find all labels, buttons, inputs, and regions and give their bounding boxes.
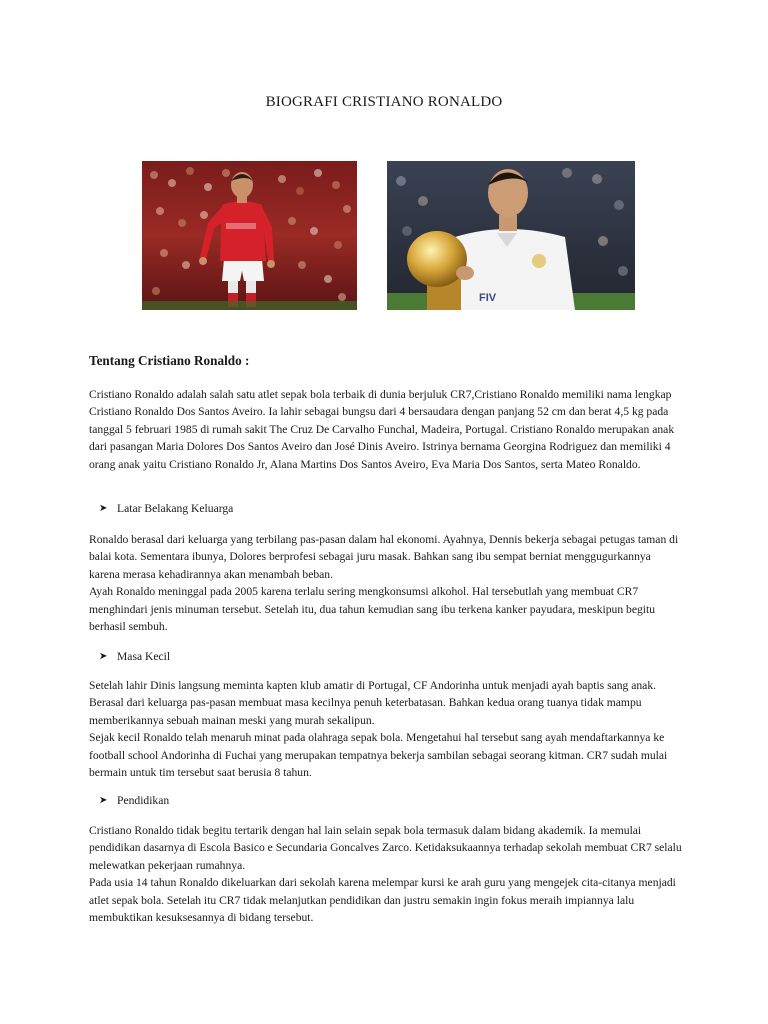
arrow-bullet-icon: ➤ bbox=[99, 795, 108, 806]
section-paragraphs bbox=[89, 677, 684, 781]
bullet-label: Latar Belakang Keluarga bbox=[117, 502, 234, 515]
section-paragraphs bbox=[89, 822, 684, 926]
paragraph: Pada usia 14 tahun Ronaldo dikeluarkan dari sekolah karena melempar kursi ke arah guru yang mengejek cita-citanya menjadi atlet sepak bola. Setelah itu CR7 tidak melanjutkan pendidikan dan justru semakin ingin fokus meraih impiannya lalu membuktikan kesuksesannya di bidang tersebut. bbox=[89, 876, 676, 925]
photo-ronaldo-red-kit bbox=[142, 161, 357, 310]
bullet-latar-belakang bbox=[99, 500, 233, 517]
paragraph: Ronaldo berasal dari keluarga yang terbilang pas-pasan dalam hal ekonomi. Ayahnya, Dennis bekerja sebagai petugas taman di balai kota. Sementara ibunya, Dolores berprofesi sebagai juru masak. Bahkan sang ibu sempat berniat menggugurkannya karena merasa kehadirannya akan menambah beban. bbox=[89, 533, 679, 581]
bullet-label: Masa Kecil bbox=[117, 650, 171, 663]
arrow-bullet-icon: ➤ bbox=[99, 503, 108, 514]
paragraph: Setelah lahir Dinis langsung meminta kapten klub amatir di Portugal, CF Andorinha untuk menjadi ayah baptis sang anak. Berasal dari keluarga pas-pasan membuat masa kecilnya penuh keterbatasan. Bahkan kedua orang tuanya tidak mampu memberikannya sebuah mainan meski yang murah sekalipun. bbox=[89, 679, 657, 727]
bullet-pendidikan bbox=[99, 792, 169, 809]
photo-ronaldo-white-kit-trophy bbox=[387, 161, 635, 310]
intro-paragraph bbox=[89, 386, 684, 473]
bullet-masa-kecil bbox=[99, 648, 170, 665]
paragraph: Ayah Ronaldo meninggal pada 2005 karena terlalu sering mengkonsumsi alkohol. Hal tersebutlah yang membuat CR7 menghindari jenis minuman tersebut. Setelah itu, dua tahun kemudian sang ibu terkena kanker payudara, meskipun begitu berhasil sembuh. bbox=[89, 585, 656, 634]
paragraph: Cristiano Ronaldo tidak begitu tertarik dengan hal lain selain sepak bola termasuk dalam bidang akademik. Ia memulai pendidikan dasarnya di Escola Basico e Secundaria Goncalves Zarco. Ketidaksukaannya terhadap sekolah membuat CR7 selalu melewatkan pekerjaan rumahnya. bbox=[89, 824, 682, 872]
intro-text: Cristiano Ronaldo adalah salah satu atlet sepak bola terbaik di dunia berjuluk CR7,Cristiano Ronaldo memiliki nama lengkap Cristiano Ronaldo Dos Santos Aveiro. Ia lahir sebagai bungsu dari 4 bersaudara dengan panjang 52 cm dan berat 4,5 kg pada tanggal 5 februari 1985 di rumah sakit The Cruz De Carvalho Funchal, Madeira, Portugal. Cristiano Ronaldo merupakan anak dari pasangan Maria Dolores Dos Santos Aveiro dan José Dinis Aveiro. Istrinya bernama Georgina Rodriguez dan memiliki 4 orang anak yaitu Cristiano Ronaldo Jr, Alana Martins Dos Santos Aveiro, Eva Maria Dos Santos, serta Mateo Ronaldo. bbox=[89, 388, 675, 471]
arrow-bullet-icon: ➤ bbox=[99, 651, 108, 662]
section-heading: Tentang Cristiano Ronaldo : bbox=[89, 353, 250, 368]
document-title: BIOGRAFI CRISTIANO RONALDO bbox=[265, 94, 503, 110]
bullet-label: Pendidikan bbox=[117, 794, 170, 807]
svg-text:FIV: FIV bbox=[479, 292, 497, 304]
section-paragraphs bbox=[89, 531, 684, 635]
paragraph: Sejak kecil Ronaldo telah menaruh minat pada olahraga sepak bola. Mengetahui hal tersebut sang ayah mendaftarkannya ke football school Andorinha di Fuchai yang merupakan tempatnya bekerja sambilan sebagai seorang kitman. CR7 sudah mulai bermain untuk tim tersebut saat berusia 8 tahun. bbox=[89, 731, 668, 780]
